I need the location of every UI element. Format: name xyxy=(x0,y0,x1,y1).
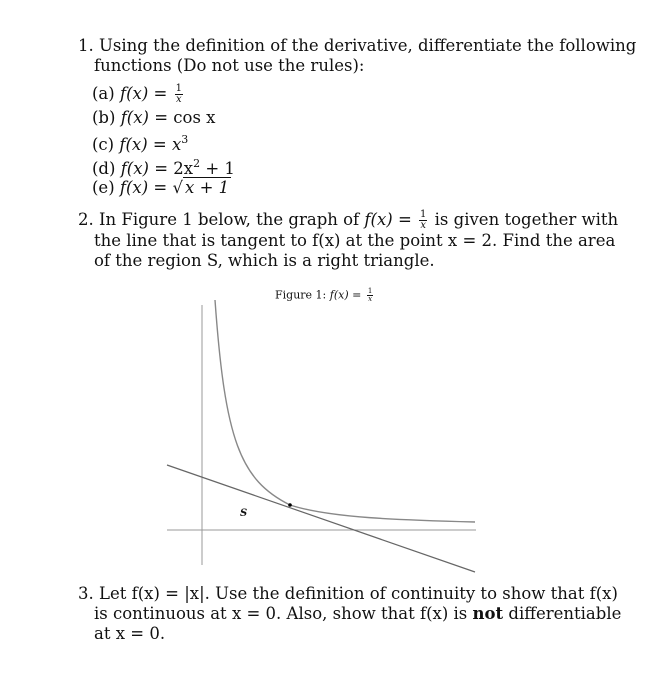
part-e-root-sign: √ xyxy=(172,178,184,197)
tangent-line xyxy=(167,465,475,572)
problem-3-text-1: Let f(x) = |x|. Use the definition of continuity to show that f(x) xyxy=(99,584,618,603)
part-e-radicand: x + 1 xyxy=(185,178,230,197)
problem-2-text-1b: is given together with xyxy=(434,210,619,229)
figure-1-graph xyxy=(160,282,500,582)
curve-one-over-x xyxy=(215,300,475,522)
region-s-label: S xyxy=(240,508,248,519)
part-e-sqrt xyxy=(173,178,232,198)
problem-2-line-3 xyxy=(94,251,435,271)
problem-2-fraction xyxy=(419,210,427,231)
figure-title-den: x xyxy=(368,295,373,303)
problem-3-line-2 xyxy=(94,604,621,624)
problem-2-text-1a: In Figure 1 below, the graph of xyxy=(99,210,360,229)
part-a-den: x xyxy=(175,94,182,105)
part-c-label: (c) xyxy=(92,135,115,154)
tangent-point xyxy=(288,503,292,507)
problem-3-line-1 xyxy=(78,584,618,604)
problem-3-text-3: at x = 0. xyxy=(94,624,166,643)
problem-1-text-2: functions (Do not use the rules): xyxy=(94,56,365,75)
problem-1d xyxy=(92,154,235,179)
problem-1-line-2 xyxy=(94,56,364,76)
problem-2-number: 2. xyxy=(78,210,94,229)
problem-1-number: 1. xyxy=(78,36,94,55)
part-c-lhs: f(x) = xyxy=(119,135,167,154)
problem-3-line-3 xyxy=(94,624,165,644)
problem-2-fx: f(x) = xyxy=(364,210,412,229)
problem-1a xyxy=(92,84,185,105)
figure-title-fx: f(x) = xyxy=(329,288,362,302)
problem-1-line-1 xyxy=(78,36,636,56)
problem-3-bold-not: not xyxy=(472,604,504,623)
part-b-label: (b) xyxy=(92,108,116,127)
problem-1-text-1: Using the definition of the derivative, differentiate the following xyxy=(99,36,637,55)
part-b-rhs: cos x xyxy=(173,108,216,127)
part-c-exp: 3 xyxy=(181,133,189,146)
part-e-label: (e) xyxy=(92,178,115,197)
problem-3-text-2b: differentiable xyxy=(508,604,622,623)
part-a-label: (a) xyxy=(92,84,115,103)
problem-2-line-1 xyxy=(78,210,618,231)
problem-1c xyxy=(92,130,188,155)
figure-title-num: 1 xyxy=(367,287,373,295)
problem-1b xyxy=(92,108,216,128)
problem-2-line-2 xyxy=(94,231,615,251)
part-d-const: + 1 xyxy=(200,159,235,178)
problem-2-num: 1 xyxy=(420,209,427,220)
part-c-base: x xyxy=(171,135,182,154)
part-d-exp: 2 xyxy=(193,157,201,170)
problem-2-text-3: of the region S, which is a right triangle. xyxy=(94,251,435,270)
problem-3-number: 3. xyxy=(78,584,94,603)
part-a-num: 1 xyxy=(175,83,182,94)
part-b-lhs: f(x) = xyxy=(120,108,169,127)
part-d-lhs: f(x) = xyxy=(120,159,169,178)
figure-title-label: Figure 1: xyxy=(275,288,327,302)
problem-2-den: x xyxy=(420,220,427,231)
problem-1e xyxy=(92,178,231,198)
part-d-label: (d) xyxy=(92,159,116,178)
part-d-term: 2x xyxy=(173,159,194,178)
part-a-lhs: f(x) = xyxy=(119,84,168,103)
part-e-lhs: f(x) = xyxy=(119,178,168,197)
problem-3-text-2: is continuous at x = 0. Also, show that f(x) is xyxy=(94,604,468,623)
part-a-fraction xyxy=(175,84,183,105)
problem-2-text-2: the line that is tangent to f(x) at the point x = 2. Find the area xyxy=(94,231,616,250)
